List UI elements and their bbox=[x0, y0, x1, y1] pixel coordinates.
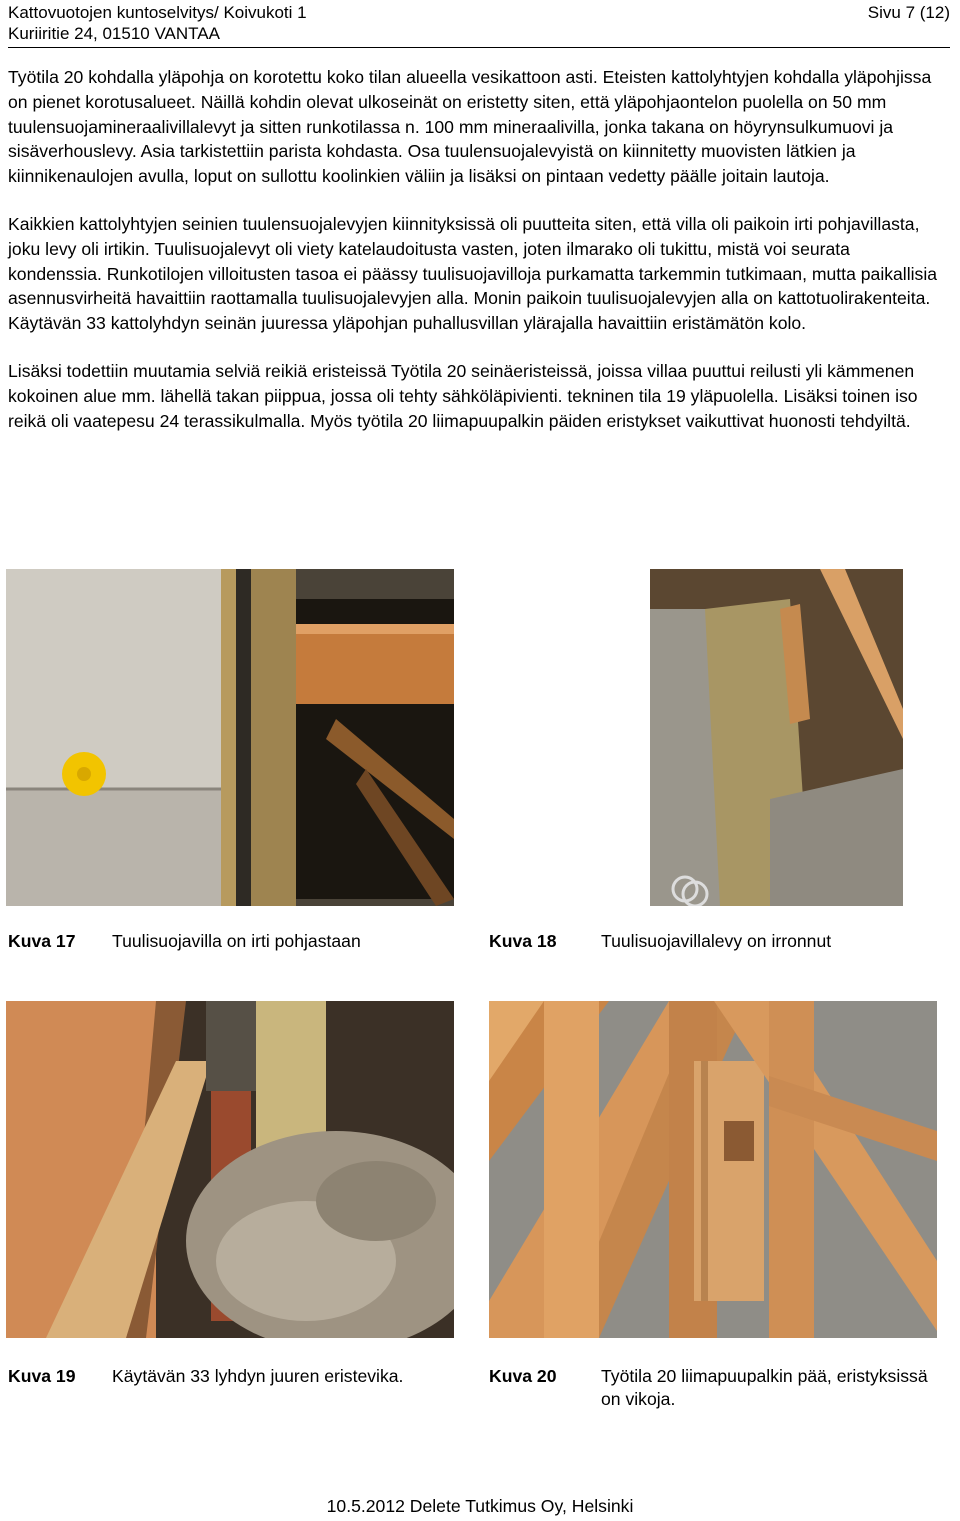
figure-label: Kuva 17 bbox=[8, 931, 76, 951]
document-title: Kattovuotojen kuntoselvitys/ Koivukoti 1 bbox=[8, 3, 307, 22]
paragraph-3: Lisäksi todettiin muutamia selviä reikiä eristeissä Työtila 20 seinäeristeissä, joissa villaa puuttui reilusti yli kämmenen kokoinen alue mm. lähellä takan piippua, jossa oli tehty sähköläpivienti. tekninen tila 19 yläpuolella. Lisäksi toinen iso reikä oli vaatepesu 24 terassikulmalla. Myös työtila 20 liimapuupalkin päiden eristykset vaikuttivat huonosti tehdyiltä. bbox=[8, 360, 918, 431]
photo-kuva-18 bbox=[650, 569, 903, 906]
photo-kuva-20 bbox=[489, 1001, 937, 1338]
figure-label: Kuva 18 bbox=[489, 931, 557, 951]
paragraph-1: Työtila 20 kohdalla yläpohja on korotettu koko tilan alueella vesikattoon asti. Eteisten kattolyhtyjen kohdalla yläpohjissa on pienet korotusalueet. Näillä kohdin olevat ulkoseinät on eristetty siten, että yläpohjaontelon puolella on 50 mm tuulensuojamineraalivillalevyt ja sitten runkotilassa n. 100 mm mineraalivilla, jonka takana on höyrynsulkumuovi ja sisäverhouslevy. Asia tarkistettiin parista kohdasta. Osa tuulensuojalevyistä on kiinnitetty muovisten lätkien ja kiinnikenaulojen avulla, loput on sullottu koolinkien väliin ja lisäksi on pintaan vedetty päälle joitain lautoja. bbox=[8, 67, 932, 187]
figure-caption: Tuulisuojavilla on irti pohjastaan bbox=[112, 931, 361, 951]
figure-label: Kuva 19 bbox=[8, 1366, 76, 1386]
header-rule bbox=[8, 47, 950, 48]
paragraph-2: Kaikkien kattolyhtyjen seinien tuulensuojalevyjen kiinnityksissä oli puutteita siten, että villa oli paikoin irti pohjavillasta, joku levy oli irtikin. Tuulisuojalevyt oli viety katelaudoitusta vasten, joten ilmarako oli tukittu, mistä voi seurata kondenssia. Runkotilojen villoitusten tasoa ei päässy tuulisuojavilloja purkamatta tarkemmin tutkimaan, mutta paikallisia asennusvirheitä havaittiin raottamalla tuulisuojalevyjen alla. Monin paikoin tuulisuojalevyjen alla on kattotuolirakenteita. Käytävän 33 kattolyhdyn seinän juuressa yläpohjan puhallusvillan ylärajalla havaittiin eristämätön kolo. bbox=[8, 213, 938, 334]
figure-caption: Työtila 20 liimapuupalkin pää, eristyksissä on vikoja. bbox=[601, 1366, 928, 1409]
address: Kuriiritie 24, 01510 VANTAA bbox=[8, 24, 220, 43]
page-footer: 10.5.2012 Delete Tutkimus Oy, Helsinki bbox=[326, 1496, 634, 1516]
figure-caption: Tuulisuojavillalevy on irronnut bbox=[601, 931, 832, 951]
photo-kuva-17 bbox=[6, 569, 454, 906]
figure-caption: Käytävän 33 lyhdyn juuren eristevika. bbox=[112, 1366, 404, 1386]
body-text bbox=[8, 65, 938, 456]
figure-label: Kuva 20 bbox=[489, 1366, 557, 1386]
page-number: Sivu 7 (12) bbox=[867, 3, 950, 22]
photo-kuva-19 bbox=[6, 1001, 454, 1338]
